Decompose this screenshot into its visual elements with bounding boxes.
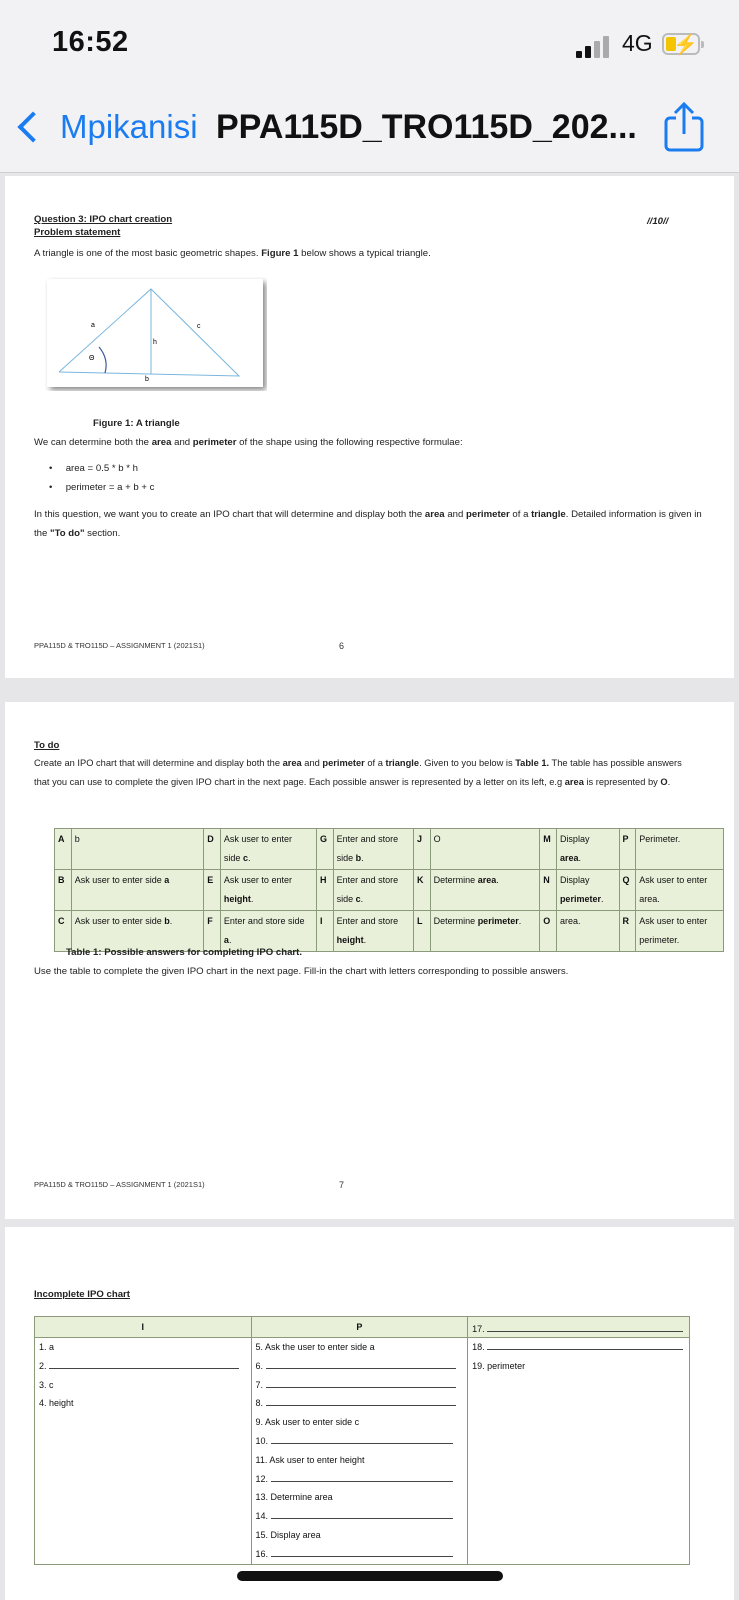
back-label: Mpikanisi [60, 108, 198, 145]
answer-text: Display perimeter. [556, 870, 619, 911]
page-footer: PPA115D & TRO115D – ASSIGNMENT 1 (2021S1) [34, 1180, 205, 1189]
paragraph-line-1: In this question, we want you to create an IPO chart that will determine and display both the area and perimeter of a triangle. Detailed information is given in [34, 509, 702, 520]
answer-key: C [55, 911, 72, 952]
answer-key: F [204, 911, 221, 952]
answer-key: N [540, 870, 557, 911]
status-bar [0, 0, 739, 86]
status-time: 16:52 [52, 26, 129, 58]
triangle-figure [45, 277, 267, 391]
answer-text: Display area. [556, 829, 619, 870]
answer-key: I [316, 911, 333, 952]
output-item: 18. [472, 1338, 685, 1357]
navigation-bar [0, 86, 739, 173]
input-item: 4. height [39, 1398, 74, 1409]
answer-text: Determine area. [430, 870, 540, 911]
possible-answers-table [54, 828, 724, 952]
label-b: b [145, 376, 149, 383]
answer-text: O [430, 829, 540, 870]
answer-key: O [540, 911, 557, 952]
answer-key: P [619, 829, 636, 870]
table-row [55, 829, 724, 870]
table-header-row [35, 1317, 690, 1338]
answer-key: E [204, 870, 221, 911]
process-item: 16. [256, 1545, 464, 1564]
answer-text: Ask user to enter area. [636, 870, 724, 911]
document-page-8 [5, 1227, 734, 1600]
signal-icon [576, 34, 616, 58]
process-item: 5. Ask the user to enter side a [255, 1342, 375, 1352]
formula-intro: We can determine both the area and perimeter of the shape using the following respective formulae: [34, 437, 463, 448]
document-page-6 [5, 176, 734, 678]
process-item: 15. Display area [255, 1529, 321, 1540]
battery-charging-icon: ⚡ [662, 33, 700, 55]
process-item: 6. [256, 1357, 464, 1376]
label-c: c [197, 323, 201, 330]
todo-line-2: that you can use to complete the given IPO chart in the next page. Each possible answer is represented by a letter on its left, e.g area is represented by O. [34, 777, 671, 787]
answer-text: Ask user to enter perimeter. [636, 911, 724, 952]
label-theta: Θ [89, 355, 95, 362]
answer-key: R [619, 911, 636, 952]
page-number: 6 [339, 641, 345, 651]
answer-key: J [413, 829, 430, 870]
process-column [251, 1338, 468, 1565]
ipo-chart-table [34, 1316, 690, 1565]
input-item: 1. a [39, 1342, 55, 1352]
page-footer: PPA115D & TRO115D – ASSIGNMENT 1 (2021S1) [34, 641, 205, 650]
share-icon[interactable] [662, 102, 706, 152]
output-item: 17. [468, 1317, 690, 1338]
answer-key: M [540, 829, 557, 870]
process-item: 9. Ask user to enter side c [255, 1417, 360, 1428]
instruction-text: Use the table to complete the given IPO chart in the next page. Fill-in the chart with letters corresponding to possible answers. [34, 966, 569, 977]
document-title: PPA115D_TRO115D_202... [216, 108, 637, 146]
header-input: I [35, 1317, 252, 1338]
paragraph-line-2: the "To do" section. [34, 528, 121, 539]
answer-text: b [71, 829, 204, 870]
page-number: 7 [339, 1180, 345, 1190]
network-label: 4G [622, 30, 653, 56]
answer-key: K [413, 870, 430, 911]
process-item: 8. [256, 1394, 464, 1413]
problem-statement-heading: Problem statement [34, 227, 121, 238]
ipo-chart-heading: Incomplete IPO chart [34, 1289, 130, 1300]
input-item: 3. c [39, 1379, 54, 1390]
answer-text: Determine perimeter. [430, 911, 540, 952]
answer-text: Enter and store side c. [333, 870, 413, 911]
process-item: 12. [256, 1470, 464, 1489]
input-item: 2. [39, 1357, 247, 1376]
question-title: Question 3: IPO chart creation [34, 214, 173, 225]
answer-text: Ask user to enter side a [71, 870, 204, 911]
answer-key: D [204, 829, 221, 870]
answer-key: H [316, 870, 333, 911]
answer-text: Ask user to enter height. [220, 870, 316, 911]
header-process: P [251, 1317, 468, 1338]
answer-key: G [316, 829, 333, 870]
process-item: 14. [256, 1507, 464, 1526]
output-column [468, 1338, 690, 1565]
answer-key: A [55, 829, 72, 870]
process-item: 10. [256, 1432, 464, 1451]
input-column [35, 1338, 252, 1565]
intro-text: A triangle is one of the most basic geometric shapes. Figure 1 below shows a typical triangle. [34, 248, 431, 259]
marks-label: //10// [647, 216, 669, 227]
answer-key: L [413, 911, 430, 952]
back-button[interactable] [14, 104, 198, 150]
home-indicator[interactable] [237, 1571, 503, 1581]
todo-line-1: Create an IPO chart that will determine and display both the area and perimeter of a triangle. Given to you below is Table 1. The table has possible answers [34, 758, 682, 768]
answer-text: Enter and store height. [333, 911, 413, 952]
table-caption: Table 1: Possible answers for completing IPO chart. [66, 947, 302, 958]
process-item: 13. Determine area [255, 1492, 333, 1503]
answer-key: B [55, 870, 72, 911]
todo-heading: To do [34, 740, 60, 751]
answer-text: Perimeter. [636, 829, 724, 870]
label-h: h [153, 339, 157, 346]
output-item: 19. perimeter [472, 1360, 526, 1371]
answer-text: Ask user to enter side b. [71, 911, 204, 952]
answer-key: Q [619, 870, 636, 911]
answer-text: Ask user to enter side c. [220, 829, 316, 870]
bullet-perimeter: • perimeter = a + b + c [49, 482, 155, 493]
answer-text: Enter and store side b. [333, 829, 413, 870]
figure-caption: Figure 1: A triangle [93, 418, 180, 429]
document-page-7 [5, 702, 734, 1219]
answer-text: area. [556, 911, 619, 952]
process-item: 7. [256, 1376, 464, 1395]
process-item: 11. Ask user to enter height [255, 1454, 365, 1465]
bullet-area: • area = 0.5 * b * h [49, 463, 138, 474]
label-a: a [91, 322, 95, 329]
table-row [55, 870, 724, 911]
answer-text: Enter and store side a. [220, 911, 316, 952]
table-row [35, 1338, 690, 1565]
chevron-left-icon [17, 111, 48, 142]
